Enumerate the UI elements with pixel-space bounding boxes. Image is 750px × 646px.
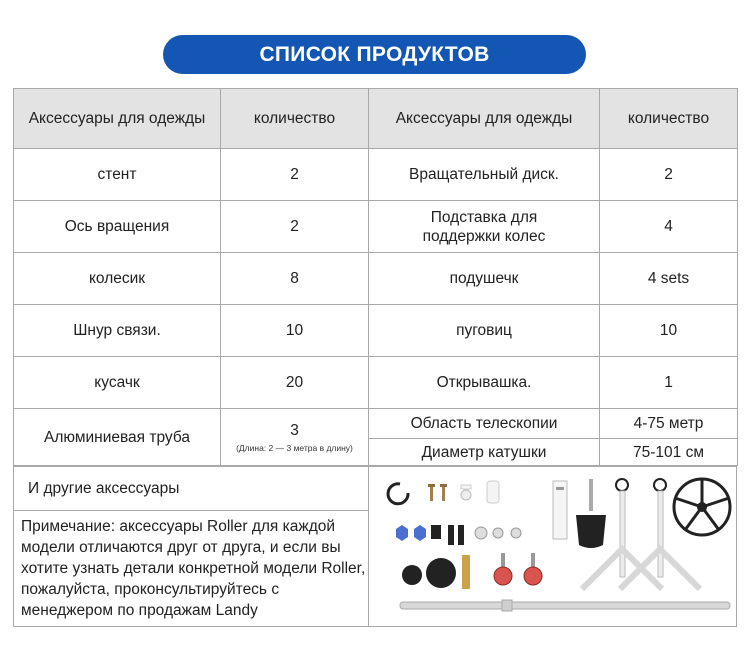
telescopic-pole-icon	[400, 600, 730, 611]
table-row	[14, 149, 738, 201]
item-qty-with-note	[221, 409, 369, 466]
plug-icon	[487, 481, 499, 503]
table-header-row	[14, 89, 738, 149]
table-row	[14, 305, 738, 357]
item-name: Диаметр катушки	[369, 439, 600, 466]
item-name: колесик	[14, 253, 221, 305]
note-text: Примечание: аксессуары Roller для каждой модели отличаются друг от друга, и если вы хотите узнать детали конкретной модели Roller, пожалуйста, проконсультируйтесь с менеджером по продажам Landy	[14, 511, 369, 626]
item-name: Шнур связи.	[14, 305, 221, 357]
table-row	[14, 201, 738, 253]
wheel-icon	[494, 553, 542, 585]
item-name: пуговиц	[369, 305, 600, 357]
table-row	[14, 357, 738, 409]
col-header-accessories: Аксессуары для одежды	[14, 89, 221, 149]
item-qty: 4 sets	[600, 253, 738, 305]
item-qty: 10	[600, 305, 738, 357]
item-name: подушечк	[369, 253, 600, 305]
spindle-icon	[576, 479, 606, 548]
table-row	[14, 409, 738, 439]
accessories-box	[13, 466, 737, 627]
tube-length-note: (Длина: 2 — 3 метра в длину)	[236, 442, 353, 453]
item-name: Область телескопии	[369, 409, 600, 439]
item-qty: 2	[221, 201, 369, 253]
page-title: СПИСОК ПРОДУКТОВ	[163, 35, 586, 74]
item-name: Открывашка.	[369, 357, 600, 409]
item-name: кусачк	[14, 357, 221, 409]
item-name: Вращательный диск.	[369, 149, 600, 201]
bracket-icon	[553, 481, 567, 539]
pad-icon	[402, 558, 456, 588]
item-name: стент	[14, 149, 221, 201]
accessories-illustration	[370, 467, 736, 626]
col-header-quantity: количество	[221, 89, 369, 149]
screw-icon	[428, 484, 447, 501]
item-qty: 10	[221, 305, 369, 357]
item-name: Ось вращения	[14, 201, 221, 253]
item-qty: 2	[221, 149, 369, 201]
item-qty: 3	[290, 421, 299, 439]
col-header-accessories-2: Аксессуары для одежды	[369, 89, 600, 149]
item-qty: 4	[600, 201, 738, 253]
item-qty: 4-75 метр	[600, 409, 738, 439]
circlip-icon	[388, 484, 408, 504]
item-name: Алюминиевая труба	[14, 409, 221, 466]
item-qty: 20	[221, 357, 369, 409]
tube-fitting-icon	[462, 555, 470, 589]
rotating-disc-icon	[674, 479, 730, 535]
washer-icon	[461, 485, 471, 500]
other-accessories-label: И другие аксессуары	[14, 467, 369, 511]
item-name: Подставка для поддержки колес	[369, 201, 600, 253]
item-qty: 2	[600, 149, 738, 201]
product-list-table	[13, 88, 738, 466]
item-qty: 1	[600, 357, 738, 409]
table-row	[14, 253, 738, 305]
col-header-quantity-2: количество	[600, 89, 738, 149]
item-qty: 75-101 см	[600, 439, 738, 466]
nut-icon	[396, 525, 521, 545]
item-qty: 8	[221, 253, 369, 305]
